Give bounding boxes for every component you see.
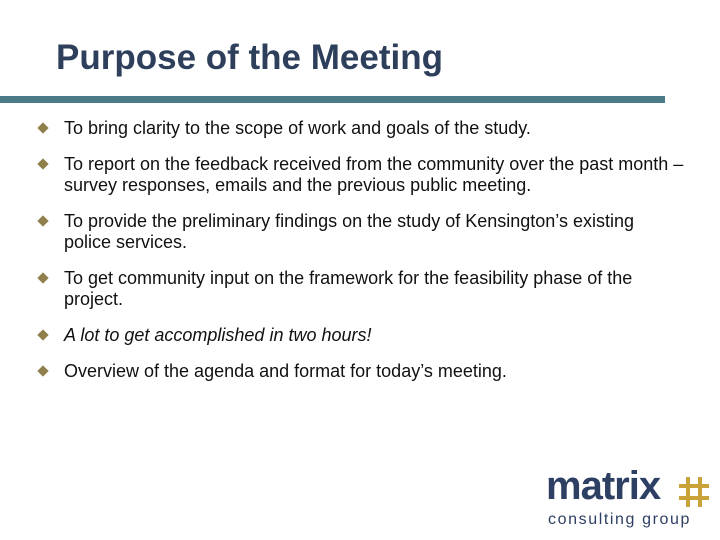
slide-title: Purpose of the Meeting <box>56 38 443 77</box>
diamond-bullet-icon <box>37 365 48 376</box>
bullet-item <box>36 361 686 382</box>
hash-grid-icon <box>678 476 710 508</box>
logo-wordmark: matrix <box>546 464 661 508</box>
bullet-item <box>36 118 686 139</box>
diamond-bullet-icon <box>37 272 48 283</box>
bullet-item <box>36 268 686 310</box>
matrix-logo <box>546 464 716 534</box>
diamond-bullet-icon <box>37 158 48 169</box>
bullet-text: To bring clarity to the scope of work and goals of the study. <box>64 118 531 138</box>
bullet-item <box>36 325 686 346</box>
bullet-text: To provide the preliminary findings on the study of Kensington’s existing police services. <box>64 211 634 252</box>
bullet-text: To get community input on the framework for the feasibility phase of the project. <box>64 268 633 309</box>
bullet-text: A lot to get accomplished in two hours! <box>64 325 372 345</box>
bullet-item <box>36 211 686 253</box>
bullet-item <box>36 154 686 196</box>
diamond-bullet-icon <box>37 215 48 226</box>
bullet-text: Overview of the agenda and format for today’s meeting. <box>64 361 507 381</box>
diamond-bullet-icon <box>37 122 48 133</box>
bullet-list <box>36 118 686 397</box>
title-divider <box>0 96 665 103</box>
bullet-text: To report on the feedback received from the community over the past month – survey responses, emails and the previous public meeting. <box>64 154 684 195</box>
diamond-bullet-icon <box>37 329 48 340</box>
logo-subtitle: consulting group <box>548 511 692 528</box>
